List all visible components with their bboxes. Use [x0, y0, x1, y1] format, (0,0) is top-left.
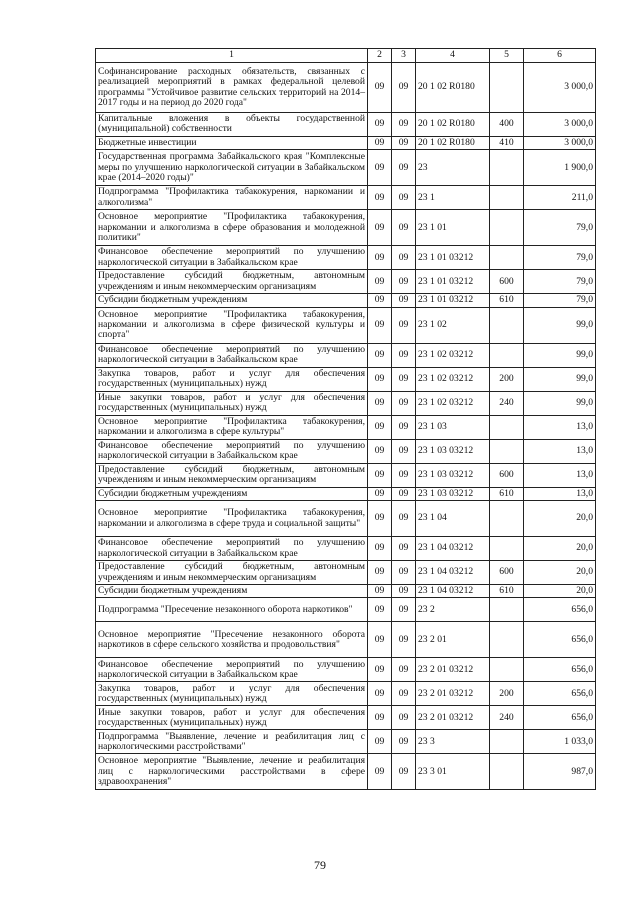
amount-cell: 79,0 [524, 270, 596, 294]
expense-type-cell: 240 [490, 391, 524, 415]
expense-type-cell: 200 [490, 682, 524, 706]
amount-cell: 987,0 [524, 754, 596, 790]
table-row [96, 136, 596, 149]
subsection-code-cell: 09 [392, 210, 416, 246]
section-code-cell: 09 [368, 730, 392, 754]
row-name-cell: Основное мероприятие "Профилактика табакокурения, наркомании и алкоголизма в сфере культуры" [96, 415, 368, 439]
row-name-cell: Финансовое обеспечение мероприятий по улучшению наркологической ситуации в Забайкальском крае [96, 537, 368, 561]
subsection-code-cell: 09 [392, 585, 416, 598]
amount-cell: 13,0 [524, 439, 596, 463]
column-header: 6 [524, 49, 596, 63]
amount-cell: 1 900,0 [524, 150, 596, 186]
section-code-cell: 09 [368, 706, 392, 730]
table-row [96, 367, 596, 391]
subsection-code-cell: 09 [392, 113, 416, 137]
subsection-code-cell: 09 [392, 682, 416, 706]
column-header: 4 [416, 49, 490, 63]
expense-type-cell [490, 658, 524, 682]
row-name-cell: Субсидии бюджетным учреждениям [96, 294, 368, 307]
subsection-code-cell: 09 [392, 391, 416, 415]
section-code-cell: 09 [368, 537, 392, 561]
target-article-cell: 23 [416, 150, 490, 186]
row-name-cell: Предоставление субсидий бюджетным, автономным учреждениям и иным некоммерческим организациям [96, 463, 368, 487]
target-article-cell: 23 3 01 [416, 754, 490, 790]
column-header: 2 [368, 49, 392, 63]
subsection-code-cell: 09 [392, 537, 416, 561]
table-row [96, 415, 596, 439]
expense-type-cell: 610 [490, 585, 524, 598]
amount-cell: 1 033,0 [524, 730, 596, 754]
table-row [96, 113, 596, 137]
table-row [96, 658, 596, 682]
table-row [96, 537, 596, 561]
section-code-cell: 09 [368, 754, 392, 790]
table-row [96, 501, 596, 537]
section-code-cell: 09 [368, 415, 392, 439]
expense-type-cell: 600 [490, 561, 524, 585]
expense-type-cell: 400 [490, 113, 524, 137]
row-name-cell: Финансовое обеспечение мероприятий по улучшению наркологической ситуации в Забайкальском крае [96, 439, 368, 463]
column-header: 3 [392, 49, 416, 63]
row-name-cell: Подпрограмма "Пресечение незаконного оборота наркотиков" [96, 598, 368, 622]
section-code-cell: 09 [368, 367, 392, 391]
expense-type-cell: 610 [490, 487, 524, 500]
target-article-cell: 23 1 03 03212 [416, 463, 490, 487]
expense-type-cell: 600 [490, 463, 524, 487]
target-article-cell: 23 1 02 03212 [416, 391, 490, 415]
subsection-code-cell: 09 [392, 307, 416, 343]
budget-table [95, 48, 596, 790]
section-code-cell: 09 [368, 682, 392, 706]
subsection-code-cell: 09 [392, 658, 416, 682]
amount-cell: 20,0 [524, 585, 596, 598]
table-row [96, 622, 596, 658]
row-name-cell: Финансовое обеспечение мероприятий по улучшению наркологической ситуации в Забайкальском крае [96, 343, 368, 367]
target-article-cell: 23 1 04 03212 [416, 561, 490, 585]
amount-cell: 99,0 [524, 307, 596, 343]
expense-type-cell [490, 186, 524, 210]
row-name-cell: Иные закупки товаров, работ и услуг для обеспечения государственных (муниципальных) нужд [96, 391, 368, 415]
table-row [96, 307, 596, 343]
subsection-code-cell: 09 [392, 622, 416, 658]
section-code-cell: 09 [368, 113, 392, 137]
row-name-cell: Субсидии бюджетным учреждениям [96, 585, 368, 598]
section-code-cell: 09 [368, 150, 392, 186]
expense-type-cell [490, 343, 524, 367]
section-code-cell: 09 [368, 391, 392, 415]
row-name-cell: Софинансирование расходных обязательств, связанных с реализацией мероприятий в рамках федеральной целевой программы "Устойчивое развитие сельских территорий на 2014–2017 годы и на период до 2020 года" [96, 63, 368, 113]
column-header: 5 [490, 49, 524, 63]
table-row [96, 343, 596, 367]
section-code-cell: 09 [368, 63, 392, 113]
expense-type-cell [490, 439, 524, 463]
target-article-cell: 23 1 01 03212 [416, 246, 490, 270]
amount-cell: 3 000,0 [524, 113, 596, 137]
amount-cell: 20,0 [524, 501, 596, 537]
target-article-cell: 20 1 02 R0180 [416, 63, 490, 113]
section-code-cell: 09 [368, 343, 392, 367]
subsection-code-cell: 09 [392, 63, 416, 113]
row-name-cell: Государственная программа Забайкальского края "Комплексные меры по улучшению наркологической ситуации в Забайкальском крае (2014–2020 годы)" [96, 150, 368, 186]
target-article-cell: 23 1 03 03212 [416, 439, 490, 463]
subsection-code-cell: 09 [392, 150, 416, 186]
table-row [96, 150, 596, 186]
table-row [96, 186, 596, 210]
expense-type-cell [490, 730, 524, 754]
table-header-row [96, 49, 596, 63]
subsection-code-cell: 09 [392, 730, 416, 754]
section-code-cell: 09 [368, 439, 392, 463]
expense-type-cell [490, 501, 524, 537]
target-article-cell: 23 1 03 [416, 415, 490, 439]
section-code-cell: 09 [368, 270, 392, 294]
expense-type-cell [490, 622, 524, 658]
target-article-cell: 23 1 04 03212 [416, 537, 490, 561]
amount-cell: 79,0 [524, 210, 596, 246]
expense-type-cell [490, 63, 524, 113]
row-name-cell: Иные закупки товаров, работ и услуг для обеспечения государственных (муниципальных) нужд [96, 706, 368, 730]
page-number: 79 [314, 858, 326, 872]
target-article-cell: 23 1 [416, 186, 490, 210]
target-article-cell: 23 2 01 [416, 622, 490, 658]
subsection-code-cell: 09 [392, 415, 416, 439]
row-name-cell: Закупка товаров, работ и услуг для обеспечения государственных (муниципальных) нужд [96, 367, 368, 391]
expense-type-cell: 600 [490, 270, 524, 294]
section-code-cell: 09 [368, 561, 392, 585]
subsection-code-cell: 09 [392, 246, 416, 270]
table-row [96, 391, 596, 415]
amount-cell: 79,0 [524, 246, 596, 270]
row-name-cell: Субсидии бюджетным учреждениям [96, 487, 368, 500]
amount-cell: 99,0 [524, 391, 596, 415]
subsection-code-cell: 09 [392, 561, 416, 585]
section-code-cell: 09 [368, 487, 392, 500]
amount-cell: 13,0 [524, 415, 596, 439]
row-name-cell: Подпрограмма "Выявление, лечение и реабилитация лиц с наркологическими расстройствами" [96, 730, 368, 754]
row-name-cell: Предоставление субсидий бюджетным, автономным учреждениям и иным некоммерческим организациям [96, 561, 368, 585]
subsection-code-cell: 09 [392, 598, 416, 622]
row-name-cell: Основное мероприятие "Профилактика табакокурения, наркомании и алкоголизма в сфере физической культуры и спорта" [96, 307, 368, 343]
row-name-cell: Закупка товаров, работ и услуг для обеспечения государственных (муниципальных) нужд [96, 682, 368, 706]
table-row [96, 210, 596, 246]
amount-cell: 13,0 [524, 463, 596, 487]
amount-cell: 656,0 [524, 658, 596, 682]
subsection-code-cell: 09 [392, 501, 416, 537]
section-code-cell: 09 [368, 598, 392, 622]
subsection-code-cell: 09 [392, 706, 416, 730]
table-row [96, 463, 596, 487]
column-header: 1 [96, 49, 368, 63]
table-row [96, 270, 596, 294]
amount-cell: 99,0 [524, 343, 596, 367]
expense-type-cell: 200 [490, 367, 524, 391]
row-name-cell: Основное мероприятие "Выявление, лечение и реабилитация лиц с наркологическими расстройствами в сфере здравоохранения" [96, 754, 368, 790]
amount-cell: 3 000,0 [524, 136, 596, 149]
row-name-cell: Финансовое обеспечение мероприятий по улучшению наркологической ситуации в Забайкальском крае [96, 246, 368, 270]
amount-cell: 20,0 [524, 537, 596, 561]
subsection-code-cell: 09 [392, 343, 416, 367]
amount-cell: 656,0 [524, 622, 596, 658]
row-name-cell: Основное мероприятие "Пресечение незаконного оборота наркотиков в сфере сельского хозяйства и продовольствия" [96, 622, 368, 658]
section-code-cell: 09 [368, 210, 392, 246]
table-row [96, 754, 596, 790]
target-article-cell: 20 1 02 R0180 [416, 113, 490, 137]
section-code-cell: 09 [368, 585, 392, 598]
expense-type-cell [490, 598, 524, 622]
subsection-code-cell: 09 [392, 463, 416, 487]
amount-cell: 13,0 [524, 487, 596, 500]
expense-type-cell [490, 754, 524, 790]
expense-type-cell [490, 307, 524, 343]
expense-type-cell: 610 [490, 294, 524, 307]
section-code-cell: 09 [368, 622, 392, 658]
target-article-cell: 23 1 03 03212 [416, 487, 490, 500]
row-name-cell: Основное мероприятие "Профилактика табакокурения, наркомании и алкоголизма в сфере образования и молодежной политики" [96, 210, 368, 246]
expense-type-cell [490, 246, 524, 270]
amount-cell: 20,0 [524, 561, 596, 585]
expense-type-cell: 410 [490, 136, 524, 149]
amount-cell: 3 000,0 [524, 63, 596, 113]
section-code-cell: 09 [368, 136, 392, 149]
target-article-cell: 20 1 02 R0180 [416, 136, 490, 149]
section-code-cell: 09 [368, 307, 392, 343]
section-code-cell: 09 [368, 463, 392, 487]
target-article-cell: 23 2 01 03212 [416, 706, 490, 730]
subsection-code-cell: 09 [392, 487, 416, 500]
expense-type-cell [490, 537, 524, 561]
target-article-cell: 23 3 [416, 730, 490, 754]
row-name-cell: Подпрограмма "Профилактика табакокурения, наркомании и алкоголизма" [96, 186, 368, 210]
table-row [96, 246, 596, 270]
amount-cell: 656,0 [524, 682, 596, 706]
subsection-code-cell: 09 [392, 439, 416, 463]
target-article-cell: 23 1 04 03212 [416, 585, 490, 598]
table-row [96, 63, 596, 113]
target-article-cell: 23 2 01 03212 [416, 658, 490, 682]
table-row [96, 439, 596, 463]
row-name-cell: Финансовое обеспечение мероприятий по улучшению наркологической ситуации в Забайкальском крае [96, 658, 368, 682]
subsection-code-cell: 09 [392, 294, 416, 307]
subsection-code-cell: 09 [392, 186, 416, 210]
target-article-cell: 23 1 01 [416, 210, 490, 246]
section-code-cell: 09 [368, 658, 392, 682]
subsection-code-cell: 09 [392, 754, 416, 790]
target-article-cell: 23 1 04 [416, 501, 490, 537]
target-article-cell: 23 1 01 03212 [416, 270, 490, 294]
amount-cell: 211,0 [524, 186, 596, 210]
amount-cell: 656,0 [524, 598, 596, 622]
expense-type-cell [490, 210, 524, 246]
amount-cell: 79,0 [524, 294, 596, 307]
subsection-code-cell: 09 [392, 270, 416, 294]
section-code-cell: 09 [368, 246, 392, 270]
expense-type-cell: 240 [490, 706, 524, 730]
table-row [96, 598, 596, 622]
table-row [96, 294, 596, 307]
amount-cell: 656,0 [524, 706, 596, 730]
subsection-code-cell: 09 [392, 367, 416, 391]
target-article-cell: 23 1 02 [416, 307, 490, 343]
amount-cell: 99,0 [524, 367, 596, 391]
target-article-cell: 23 2 [416, 598, 490, 622]
table-row [96, 706, 596, 730]
target-article-cell: 23 2 01 03212 [416, 682, 490, 706]
target-article-cell: 23 1 02 03212 [416, 343, 490, 367]
row-name-cell: Бюджетные инвестиции [96, 136, 368, 149]
table-row [96, 730, 596, 754]
target-article-cell: 23 1 02 03212 [416, 367, 490, 391]
subsection-code-cell: 09 [392, 136, 416, 149]
section-code-cell: 09 [368, 501, 392, 537]
expense-type-cell [490, 415, 524, 439]
row-name-cell: Основное мероприятие "Профилактика табакокурения, наркомании и алкоголизма в сфере труда и социальной защиты" [96, 501, 368, 537]
table-row [96, 585, 596, 598]
section-code-cell: 09 [368, 186, 392, 210]
target-article-cell: 23 1 01 03212 [416, 294, 490, 307]
table-row [96, 561, 596, 585]
table-row [96, 682, 596, 706]
expense-type-cell [490, 150, 524, 186]
row-name-cell: Капитальные вложения в объекты государственной (муниципальной) собственности [96, 113, 368, 137]
row-name-cell: Предоставление субсидий бюджетным, автономным учреждениям и иным некоммерческим организациям [96, 270, 368, 294]
section-code-cell: 09 [368, 294, 392, 307]
table-row [96, 487, 596, 500]
